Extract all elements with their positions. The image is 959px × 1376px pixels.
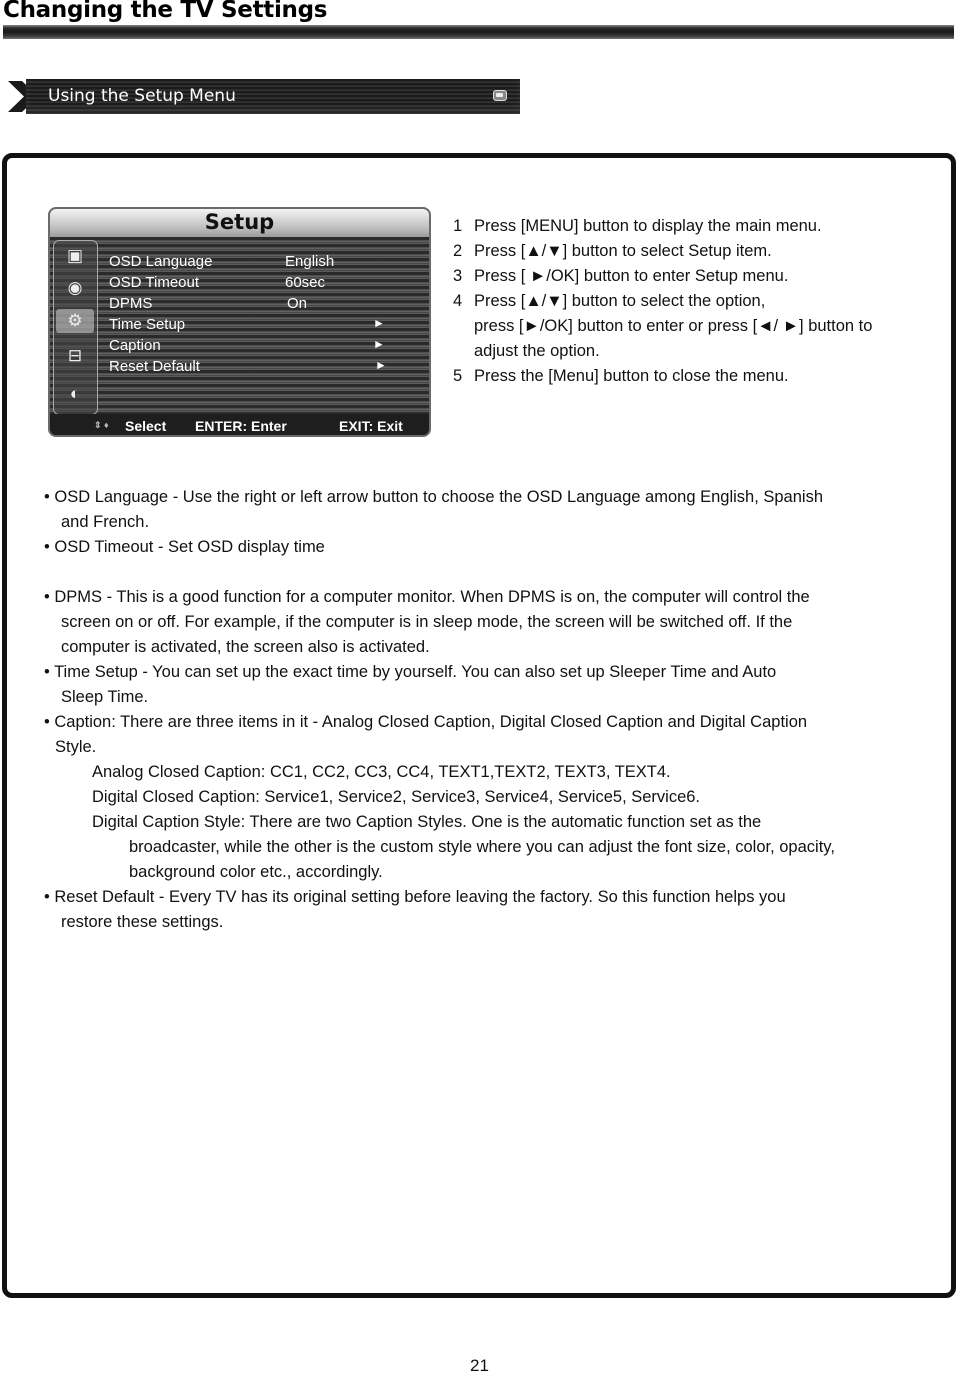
osd-row-name: Time Setup (109, 316, 186, 333)
osd-row-osd-timeout (109, 272, 429, 292)
step-text: Press [ ►/OK] button to enter Setup menu. (474, 267, 789, 285)
caption-description-cont: Style. (55, 738, 97, 756)
page-title: Changing the TV Settings (3, 0, 328, 23)
osd-row-caption (109, 335, 429, 355)
step-number: 3 (453, 267, 463, 285)
osd-row-name: OSD Timeout (109, 274, 200, 291)
step-number: 2 (453, 242, 463, 260)
dpms-description: • DPMS - This is a good function for a computer monitor. When DPMS is on, the computer will control the (44, 588, 810, 606)
osd-language-description-cont: and French. (61, 513, 150, 531)
dpms-description-cont: screen on or off. For example, if the computer is in sleep mode, the screen will be switched off. If the (61, 613, 793, 631)
section-title: Using the Setup Menu (48, 86, 236, 106)
step-text: adjust the option. (474, 342, 600, 360)
step-number: 4 (453, 292, 463, 310)
osd-row-name: OSD Language (109, 253, 213, 270)
time-setup-description: • Time Setup - You can set up the exact time by yourself. You can also set up Sleeper Time and Auto (44, 663, 777, 681)
digital-caption-style-line: Digital Caption Style: There are two Caption Styles. One is the automatic function set as the (92, 813, 762, 831)
osd-row-reset-default (109, 356, 429, 376)
tv-icon: ▣ (66, 246, 84, 265)
setup-icon: ⚙ (56, 309, 94, 333)
osd-row-name: Caption (109, 337, 161, 354)
digital-caption-style-cont: background color etc., accordingly. (129, 863, 383, 881)
osd-row-dpms (109, 293, 429, 313)
digital-caption-style-cont: broadcaster, while the other is the custom style where you can adjust the font size, color, opacity, (129, 838, 835, 856)
osd-row-value: On (287, 295, 308, 312)
page-number: 21 (470, 1356, 489, 1375)
osd-row-value: English (285, 253, 335, 270)
osd-timeout-description: • OSD Timeout - Set OSD display time (44, 538, 325, 556)
arrow-right-icon: ► (373, 337, 385, 351)
osd-row-name: DPMS (109, 295, 153, 312)
footer-exit-hint: EXIT: Exit (339, 418, 403, 434)
osd-sidebar (53, 240, 98, 415)
analog-closed-caption-line: Analog Closed Caption: CC1, CC2, CC3, CC4, TEXT1,TEXT2, TEXT3, TEXT4. (92, 763, 671, 781)
lock-icon: ⊟ (67, 346, 83, 365)
osd-title: Setup (204, 210, 275, 234)
setup-menu-screenshot (48, 207, 431, 437)
navigation-arrows-icon: ⇕ ♦ (94, 420, 109, 430)
osd-row-value: 60sec (285, 274, 326, 291)
footer-select-hint: Select (125, 418, 167, 434)
step-text: Press [▲/▼] button to select the option, (474, 292, 766, 310)
osd-row-time-setup (109, 314, 429, 334)
step-number: 1 (453, 217, 463, 235)
step-text: press [►/OK] button to enter or press [◄/ ►] button to (474, 317, 873, 335)
time-setup-description-cont: Sleep Time. (61, 688, 149, 706)
audio-icon: ◉ (67, 278, 83, 297)
step-number: 5 (453, 367, 463, 385)
step-text: Press [▲/▼] button to select Setup item. (474, 242, 772, 260)
step-text: Press [MENU] button to display the main menu. (474, 217, 822, 235)
osd-row-name: Reset Default (109, 358, 200, 375)
footer-enter-hint: ENTER: Enter (195, 418, 287, 434)
menu-button-icon (493, 90, 507, 101)
arrow-right-icon: ► (375, 358, 387, 372)
osd-language-description: • OSD Language - Use the right or left arrow button to choose the OSD Language among English, Spanish (44, 488, 823, 506)
digital-closed-caption-line: Digital Closed Caption: Service1, Service2, Service3, Service4, Service5, Service6. (92, 788, 701, 806)
reset-default-description-cont: restore these settings. (61, 913, 224, 931)
reset-default-description: • Reset Default - Every TV has its original setting before leaving the factory. So this function helps you (44, 888, 786, 906)
dpms-description-cont: computer is activated, the screen also is activated. (61, 638, 430, 656)
step-text: Press the [Menu] button to close the menu. (474, 367, 789, 385)
osd-row-osd-language (109, 251, 429, 271)
section-header (8, 79, 512, 114)
osd-header (50, 209, 429, 237)
caption-description: • Caption: There are three items in it - Analog Closed Caption, Digital Closed Caption and Digital Caption (44, 713, 808, 731)
arrow-right-icon: ► (373, 316, 385, 330)
satellite-icon: ◐ (69, 384, 81, 403)
osd-footer (50, 414, 429, 437)
title-rule (3, 25, 954, 39)
